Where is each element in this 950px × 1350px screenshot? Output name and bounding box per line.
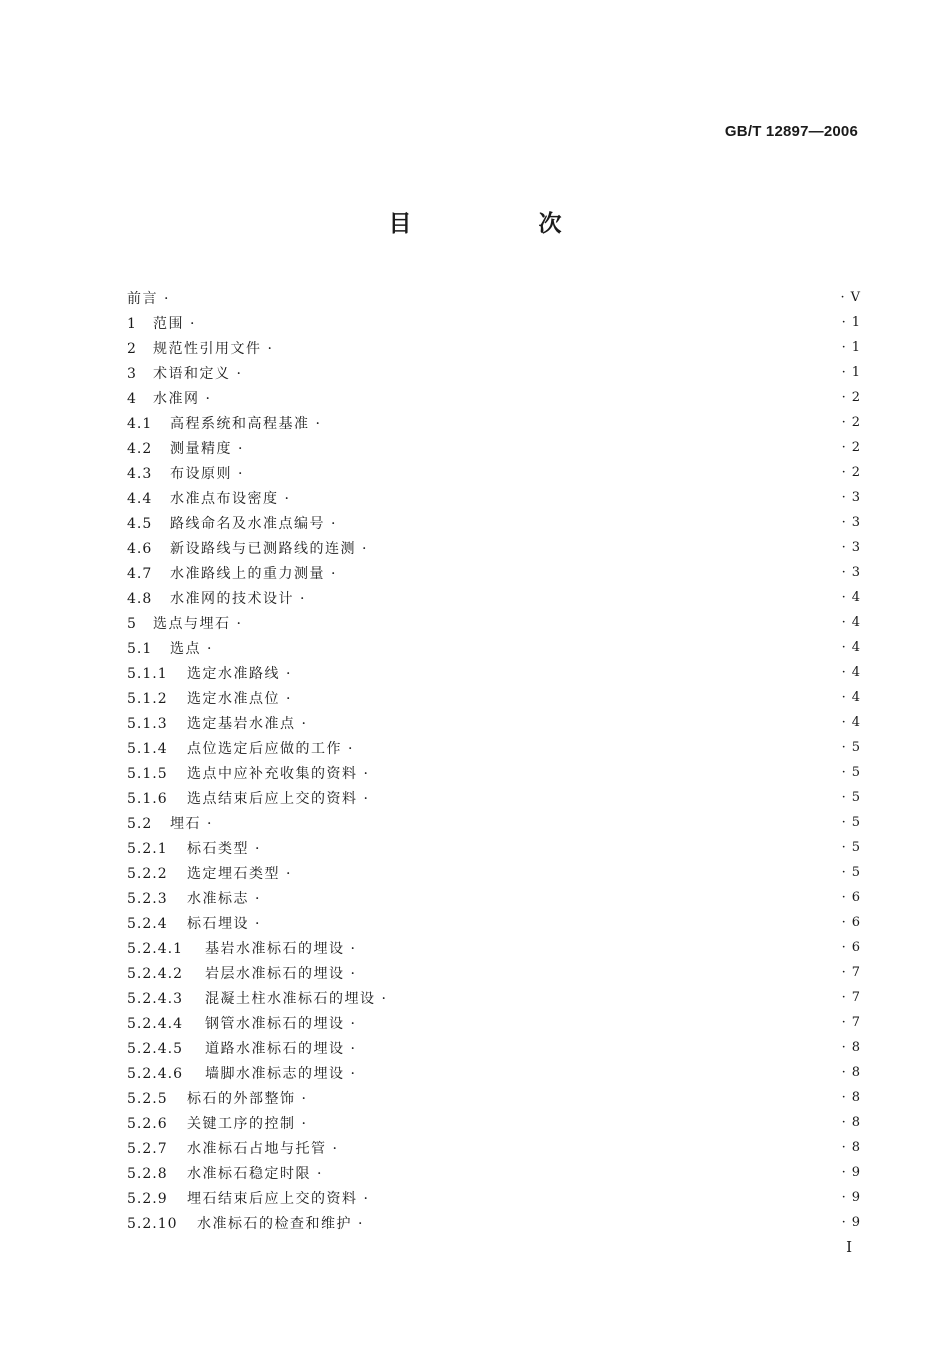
leader-dot: · [841, 690, 846, 705]
toc-entry-page: 4 [851, 615, 860, 630]
toc-entry-title: 术语和定义 [153, 366, 231, 382]
toc-entry[interactable] [127, 837, 860, 862]
leader-dot: · [164, 291, 169, 307]
toc-entry-title: 新设路线与已测路线的连测 [170, 541, 356, 557]
toc-entry-title: 高程系统和高程基准 [170, 416, 310, 432]
toc-entry-number: 5.2.7 [127, 1141, 168, 1157]
leader-dot: · [841, 315, 846, 330]
toc-entry-number: 5.1.5 [127, 766, 168, 782]
toc-entry-number: 4.3 [127, 466, 153, 482]
toc-entry-page: 3 [851, 565, 860, 580]
leader-dot: · [841, 515, 846, 530]
leader-dot: · [358, 1216, 363, 1232]
toc-entry-title: 规范性引用文件 [153, 341, 262, 357]
leader-dot: · [363, 1191, 368, 1207]
toc-entry-number: 5.2.5 [127, 1091, 168, 1107]
leader-dot: · [841, 615, 846, 630]
leader-dot: · [350, 941, 355, 957]
toc-entry-number: 5.2.2 [127, 866, 168, 882]
leader-dot: · [350, 1066, 355, 1082]
toc-entry-number: 4.5 [127, 516, 153, 532]
toc-entry-title: 水准标石稳定时限 [187, 1166, 311, 1182]
toc-entry-page: 3 [851, 490, 860, 505]
toc-entry-title: 基岩水准标石的埋设 [205, 941, 345, 957]
leader-dot: · [350, 966, 355, 982]
leader-dot: · [841, 890, 846, 905]
toc-entry-title: 路线命名及水准点编号 [170, 516, 325, 532]
toc-entry-number: 4.2 [127, 441, 153, 457]
toc-entry-number: 4.4 [127, 491, 153, 507]
toc-entry-number: 5.2.4.4 [127, 1016, 183, 1032]
leader-dot: · [332, 1141, 337, 1157]
toc-entry-page: 8 [851, 1115, 860, 1130]
toc-entry-page: 8 [851, 1090, 860, 1105]
leader-dot: · [286, 866, 291, 882]
leader-dot: · [841, 1015, 846, 1030]
leader-dot: · [331, 516, 336, 532]
toc-entry-number: 5.2.4 [127, 916, 168, 932]
toc-entry-page: 1 [851, 365, 860, 380]
leader-dot: · [236, 616, 241, 632]
toc-entry-title: 钢管水准标石的埋设 [205, 1016, 345, 1032]
leader-dot: · [236, 366, 241, 382]
toc-entry-title: 选定基岩水准点 [187, 716, 296, 732]
toc-entry-title: 水准标石的检查和维护 [197, 1216, 352, 1232]
leader-dot: · [841, 965, 846, 980]
toc-entry-title: 埋石 [170, 816, 201, 832]
toc-entry[interactable] [127, 537, 860, 562]
leader-dot: · [286, 691, 291, 707]
toc-entry[interactable] [127, 462, 860, 487]
leader-dot: · [841, 1165, 846, 1180]
leader-dot: · [841, 1115, 846, 1130]
leader-dot: · [286, 666, 291, 682]
leader-dot: · [841, 790, 846, 805]
toc-entry-page: 5 [851, 840, 860, 855]
toc-entry[interactable] [127, 987, 860, 1012]
toc-entry-title: 水准标志 [187, 891, 249, 907]
leader-dot: · [841, 940, 846, 955]
leader-dot: · [841, 440, 846, 455]
leader-dot: · [362, 541, 367, 557]
toc-entry-page: 5 [851, 865, 860, 880]
toc-entry-number: 4.7 [127, 566, 153, 582]
toc-entry-page: 1 [851, 340, 860, 355]
toc-entry[interactable] [127, 1037, 860, 1062]
toc-entry[interactable] [127, 1187, 860, 1212]
toc-entry[interactable] [127, 1062, 860, 1087]
leader-dot: · [255, 891, 260, 907]
leader-dot: · [841, 340, 846, 355]
toc-entry-page: 9 [851, 1215, 860, 1230]
toc-entry-title: 关键工序的控制 [187, 1116, 296, 1132]
toc-entry-number: 2 [127, 341, 137, 357]
toc-entry-number: 5.2.9 [127, 1191, 168, 1207]
toc-entry-number: 5 [127, 616, 137, 632]
leader-dot: · [841, 590, 846, 605]
leader-dot: · [841, 415, 846, 430]
toc-entry[interactable] [127, 487, 860, 512]
toc-entry[interactable] [127, 637, 860, 662]
toc-entry-page: 1 [851, 315, 860, 330]
leader-dot: · [841, 1190, 846, 1205]
toc-entry-page: 7 [851, 1015, 860, 1030]
toc-entry[interactable] [127, 612, 860, 637]
leader-dot: · [841, 1140, 846, 1155]
toc-entry-title: 埋石结束后应上交的资料 [187, 1191, 358, 1207]
leader-dot: · [255, 841, 260, 857]
leader-dot: · [300, 591, 305, 607]
toc-entry[interactable] [127, 1137, 860, 1162]
toc-entry[interactable] [127, 1012, 860, 1037]
toc-entry[interactable] [127, 687, 860, 712]
toc-entry[interactable] [127, 587, 860, 612]
toc-entry-page: 4 [851, 690, 860, 705]
toc-entry[interactable] [127, 312, 860, 337]
toc-entry-title: 选定水准路线 [187, 666, 280, 682]
leader-dot: · [301, 716, 306, 732]
toc-entry-number: 4.6 [127, 541, 153, 557]
leader-dot: · [841, 915, 846, 930]
leader-dot: · [841, 865, 846, 880]
toc-entry[interactable] [127, 337, 860, 362]
toc-entry-page: 8 [851, 1040, 860, 1055]
toc-entry[interactable] [127, 412, 860, 437]
toc-entry-number: 5.2.6 [127, 1116, 168, 1132]
toc-entry-number: 4.8 [127, 591, 153, 607]
toc-entry-title: 选点结束后应上交的资料 [187, 791, 358, 807]
toc-entry-title: 选定埋石类型 [187, 866, 280, 882]
toc-entry[interactable] [127, 362, 860, 387]
toc-entry-number: 4 [127, 391, 137, 407]
toc-entry[interactable] [127, 812, 860, 837]
toc-entry-page: V [850, 290, 860, 305]
leader-dot: · [841, 365, 846, 380]
toc-entry-number: 5.2.10 [127, 1216, 178, 1232]
toc-entry[interactable] [127, 912, 860, 937]
toc-entry-page: 7 [851, 990, 860, 1005]
toc-entry-title: 水准网的技术设计 [170, 591, 294, 607]
leader-dot: · [841, 1040, 846, 1055]
leader-dot: · [841, 765, 846, 780]
toc-entry[interactable] [127, 562, 860, 587]
toc-entry-number: 5.2.1 [127, 841, 168, 857]
toc-entry[interactable] [127, 787, 860, 812]
toc-entry-title: 水准点布设密度 [170, 491, 279, 507]
toc-entry-page: 8 [851, 1065, 860, 1080]
leader-dot: · [841, 740, 846, 755]
leader-dot: · [841, 465, 846, 480]
leader-dot: · [205, 391, 210, 407]
toc-entry-number: 5.2.3 [127, 891, 168, 907]
leader-dot: · [840, 290, 845, 305]
toc-entry-number: 5.2.4.1 [127, 941, 183, 957]
leader-dot: · [350, 1016, 355, 1032]
leader-dot: · [363, 791, 368, 807]
toc-entry-title: 测量精度 [170, 441, 232, 457]
leader-dot: · [363, 766, 368, 782]
toc-entry-title: 选点与埋石 [153, 616, 231, 632]
toc-entry[interactable] [127, 962, 860, 987]
leader-dot: · [350, 1041, 355, 1057]
leader-dot: · [841, 640, 846, 655]
toc-entry-page: 5 [851, 740, 860, 755]
toc-entry-page: 8 [851, 1140, 860, 1155]
page-title: 目 次 [388, 211, 614, 237]
toc-entry-page: 6 [851, 915, 860, 930]
leader-dot: · [238, 441, 243, 457]
leader-dot: · [841, 815, 846, 830]
leader-dot: · [841, 1090, 846, 1105]
leader-dot: · [841, 565, 846, 580]
standard-number: GB/T 12897—2006 [724, 123, 858, 140]
toc-entry-page: 2 [851, 465, 860, 480]
toc-entry-number: 5.2.4.2 [127, 966, 183, 982]
toc-entry-title: 选点 [170, 641, 201, 657]
leader-dot: · [315, 416, 320, 432]
leader-dot: · [317, 1166, 322, 1182]
leader-dot: · [331, 566, 336, 582]
toc-entry-page: 2 [851, 390, 860, 405]
toc-entry-page: 4 [851, 665, 860, 680]
toc-entry-number: 5.2.8 [127, 1166, 168, 1182]
toc-entry-title: 前言 [127, 291, 158, 307]
toc-entry-title: 道路水准标石的埋设 [205, 1041, 345, 1057]
toc-entry-page: 5 [851, 815, 860, 830]
toc-entry-number: 1 [127, 316, 137, 332]
toc-entry-number: 5.1 [127, 641, 153, 657]
toc-entry-number: 5.2.4.5 [127, 1041, 183, 1057]
leader-dot: · [207, 641, 212, 657]
leader-dot: · [207, 816, 212, 832]
leader-dot: · [841, 1215, 846, 1230]
toc-entry-title: 选定水准点位 [187, 691, 280, 707]
toc-entry-title: 布设原则 [170, 466, 232, 482]
toc-entry-number: 3 [127, 366, 137, 382]
toc-entry-number: 5.1.1 [127, 666, 168, 682]
table-of-contents [127, 287, 860, 1237]
toc-entry[interactable] [127, 862, 860, 887]
toc-entry-page: 5 [851, 765, 860, 780]
toc-entry-page: 4 [851, 590, 860, 605]
toc-entry-title: 点位选定后应做的工作 [187, 741, 342, 757]
toc-entry-title: 水准路线上的重力测量 [170, 566, 325, 582]
toc-entry-page: 6 [851, 890, 860, 905]
toc-entry[interactable] [127, 662, 860, 687]
toc-entry[interactable] [127, 512, 860, 537]
toc-entry-title: 墙脚水准标志的埋设 [205, 1066, 345, 1082]
toc-entry-page: 2 [851, 440, 860, 455]
toc-entry[interactable] [127, 887, 860, 912]
leader-dot: · [841, 665, 846, 680]
toc-entry-title: 标石埋设 [187, 916, 249, 932]
toc-entry-title: 标石类型 [187, 841, 249, 857]
toc-entry-page: 3 [851, 540, 860, 555]
leader-dot: · [841, 1065, 846, 1080]
toc-entry-page: 5 [851, 790, 860, 805]
toc-entry[interactable] [127, 437, 860, 462]
leader-dot: · [301, 1091, 306, 1107]
toc-entry[interactable] [127, 712, 860, 737]
toc-entry-page: 6 [851, 940, 860, 955]
leader-dot: · [841, 840, 846, 855]
toc-entry-number: 5.1.3 [127, 716, 168, 732]
toc-entry-page: 3 [851, 515, 860, 530]
leader-dot: · [284, 491, 289, 507]
toc-entry-title: 标石的外部整饰 [187, 1091, 296, 1107]
toc-entry-number: 5.2.4.6 [127, 1066, 183, 1082]
leader-dot: · [301, 1116, 306, 1132]
toc-entry-page: 2 [851, 415, 860, 430]
toc-entry-title: 混凝土柱水准标石的埋设 [205, 991, 376, 1007]
toc-entry-number: 5.2.4.3 [127, 991, 183, 1007]
toc-entry-page: 9 [851, 1190, 860, 1205]
toc-entry-number: 5.1.6 [127, 791, 168, 807]
leader-dot: · [255, 916, 260, 932]
leader-dot: · [267, 341, 272, 357]
toc-entry-page: 7 [851, 965, 860, 980]
leader-dot: · [841, 540, 846, 555]
leader-dot: · [841, 990, 846, 1005]
leader-dot: · [841, 715, 846, 730]
toc-entry-number: 5.1.4 [127, 741, 168, 757]
leader-dot: · [841, 390, 846, 405]
toc-entry[interactable] [127, 387, 860, 412]
toc-entry[interactable] [127, 1087, 860, 1112]
toc-entry[interactable] [127, 937, 860, 962]
toc-entry[interactable] [127, 1212, 860, 1237]
toc-entry-title: 水准标石占地与托管 [187, 1141, 327, 1157]
toc-entry[interactable] [127, 1112, 860, 1137]
toc-entry-title: 岩层水准标石的埋设 [205, 966, 345, 982]
page-number: I [846, 1238, 852, 1256]
leader-dot: · [348, 741, 353, 757]
toc-entry[interactable] [127, 737, 860, 762]
toc-entry-title: 范围 [153, 316, 184, 332]
toc-entry-number: 4.1 [127, 416, 153, 432]
toc-entry-page: 4 [851, 715, 860, 730]
toc-entry-page: 4 [851, 640, 860, 655]
toc-entry-number: 5.1.2 [127, 691, 168, 707]
toc-entry-number: 5.2 [127, 816, 153, 832]
leader-dot: · [238, 466, 243, 482]
leader-dot: · [381, 991, 386, 1007]
toc-entry-page: 9 [851, 1165, 860, 1180]
toc-entry-title: 选点中应补充收集的资料 [187, 766, 358, 782]
leader-dot: · [841, 490, 846, 505]
leader-dot: · [190, 316, 195, 332]
toc-entry[interactable] [127, 1162, 860, 1187]
toc-entry-title: 水准网 [153, 391, 200, 407]
toc-entry[interactable] [127, 287, 860, 312]
toc-entry[interactable] [127, 762, 860, 787]
